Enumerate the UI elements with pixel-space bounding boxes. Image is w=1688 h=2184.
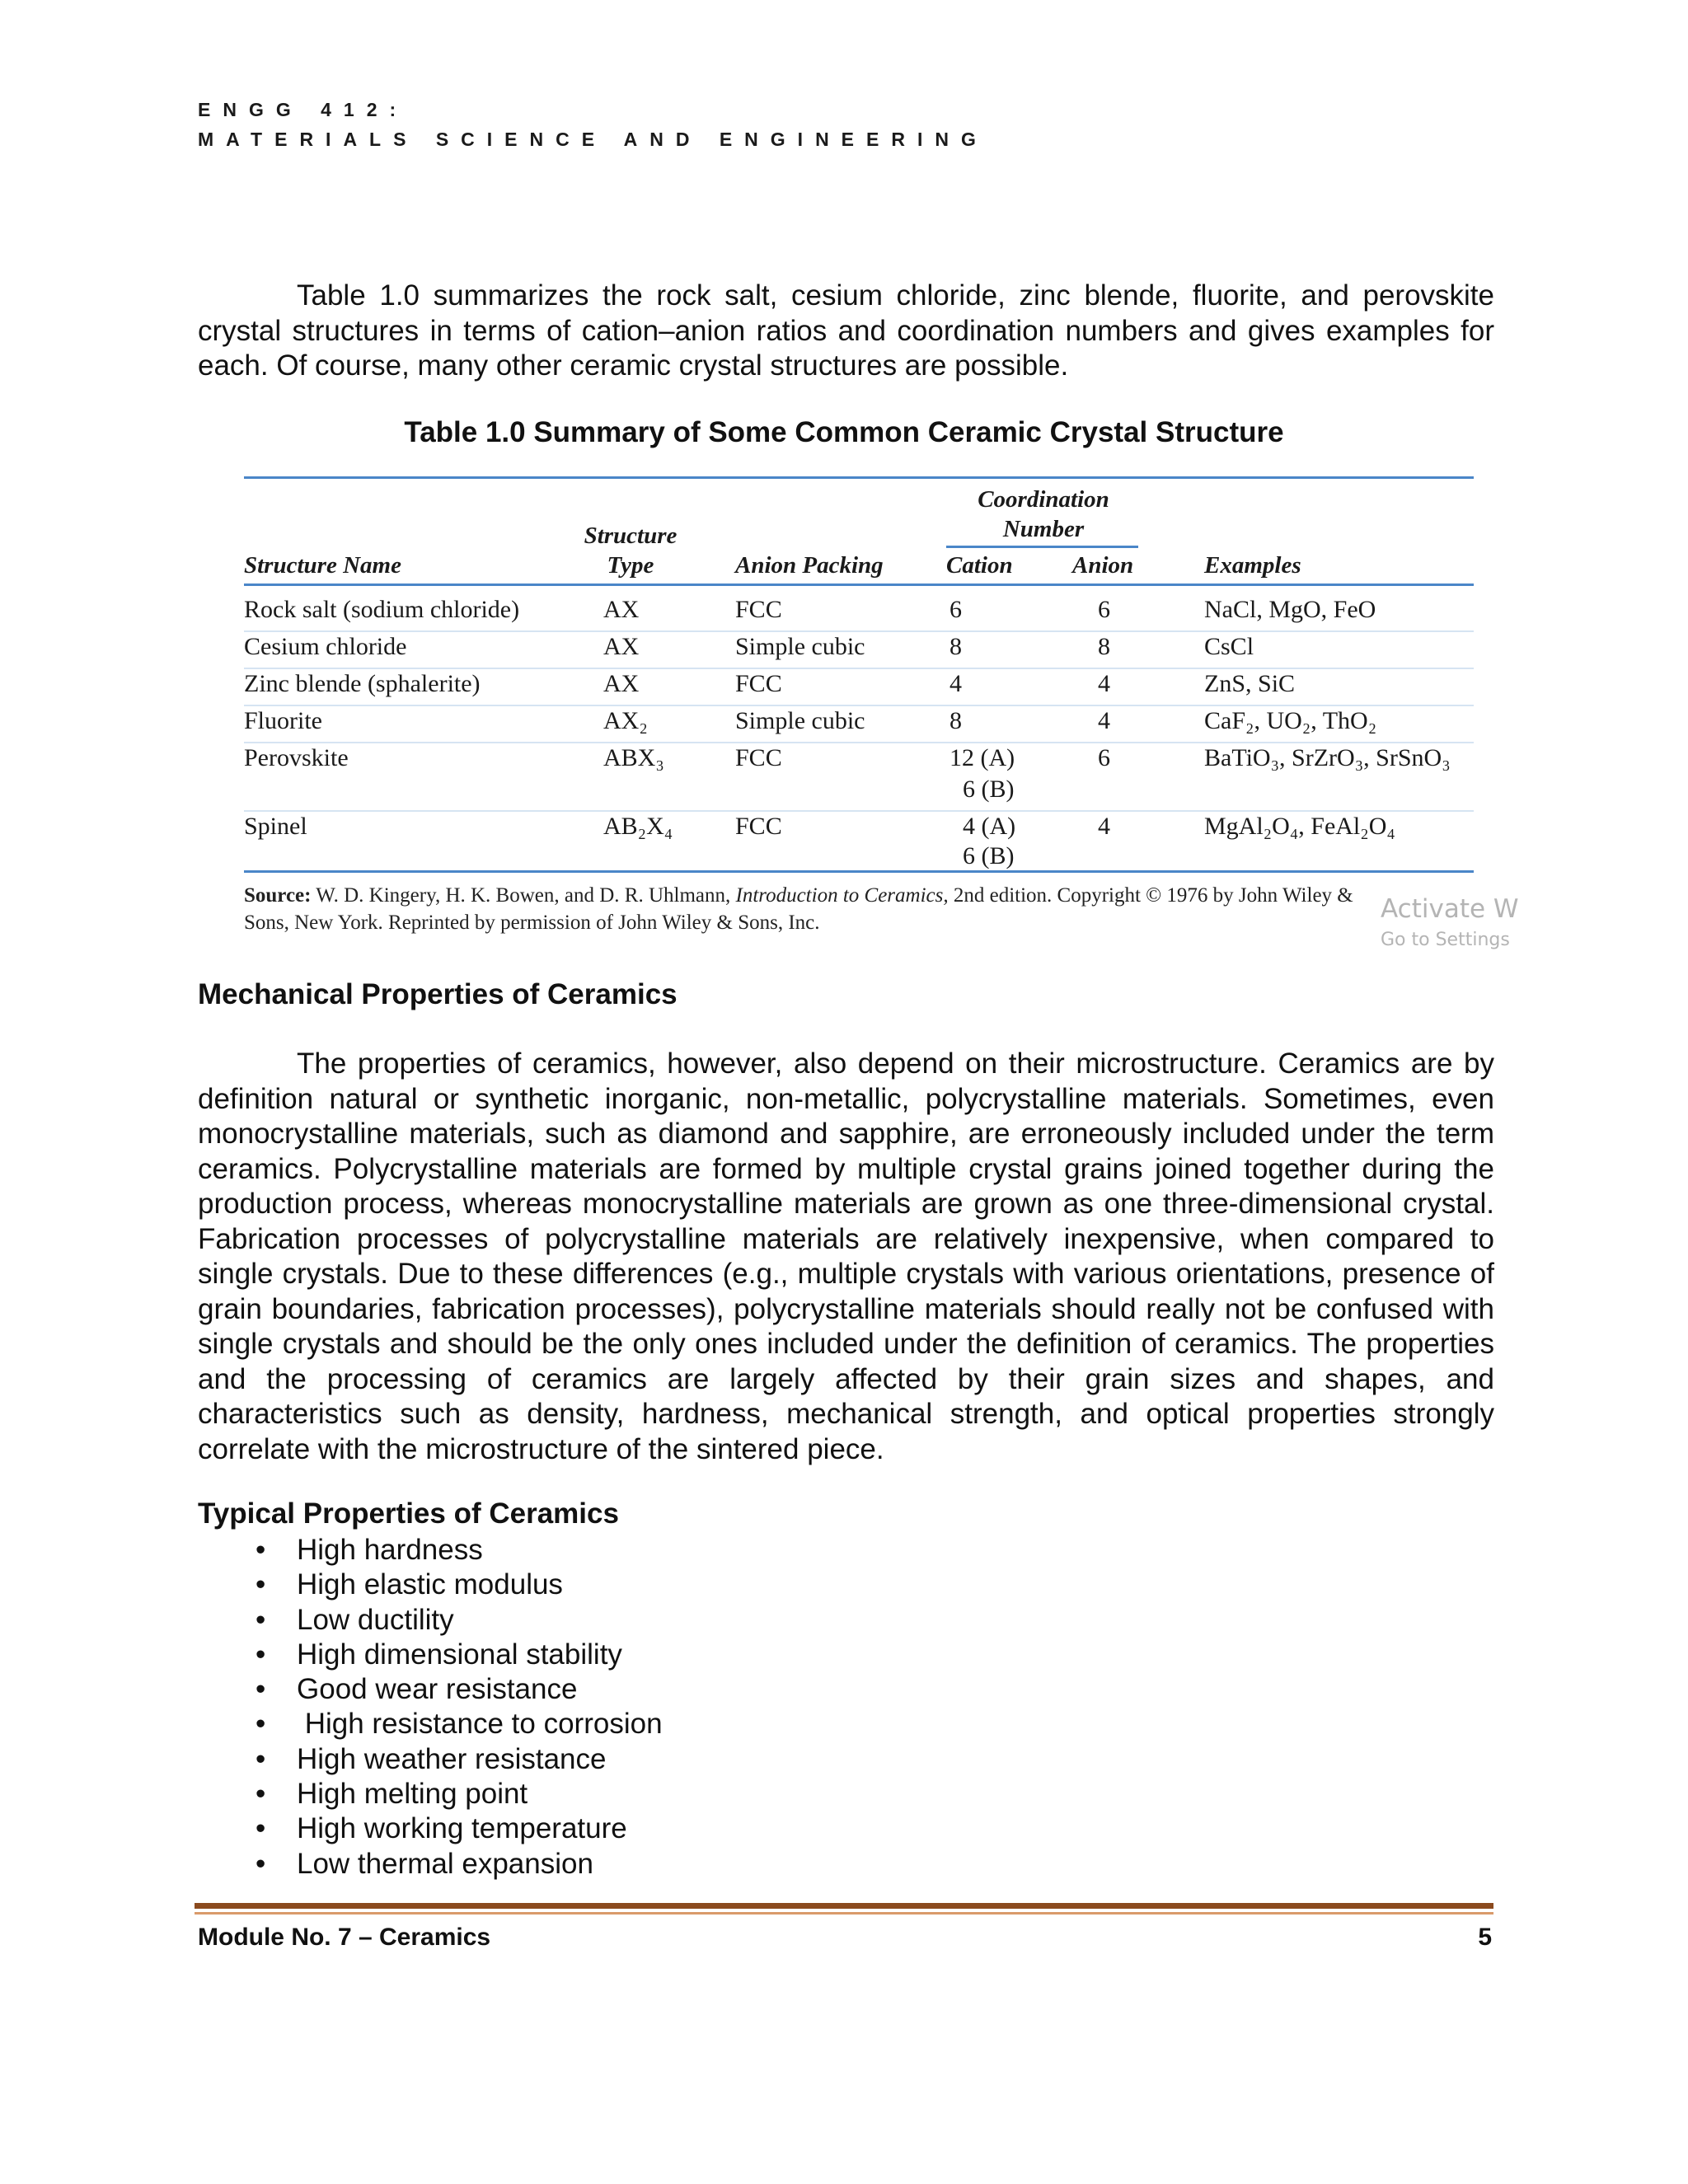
course-title: MATERIALS SCIENCE AND ENGINEERING	[198, 129, 988, 150]
cell-packing: FCC	[735, 813, 782, 840]
header-structure-type-1: Structure	[584, 523, 678, 549]
cell-cation-b: 6 (B)	[963, 842, 1015, 869]
source-title: Introduction to Ceramics,	[735, 884, 949, 907]
mechanical-paragraph	[198, 1047, 1494, 1467]
cell-type: AX	[603, 596, 640, 623]
footer-rule	[195, 1903, 1493, 1909]
bullet-icon: •	[256, 1568, 266, 1601]
table-row	[244, 743, 1474, 810]
cell-anion: 6	[1098, 596, 1110, 623]
list-item: • High melting point	[256, 1777, 663, 1811]
source-rest: 2nd edition. Copyright © 1976 by John Wiley &	[953, 884, 1353, 907]
cell-anion: 4	[1098, 707, 1110, 734]
bullet-icon: •	[256, 1673, 266, 1706]
table-bottom-rule	[244, 870, 1474, 873]
cell-examples: BaTiO₃, SrZrO₃, SrSnO₃	[1204, 744, 1451, 771]
table-row	[244, 811, 1474, 870]
list-item: • High working temperature	[256, 1811, 663, 1846]
cell-packing: Simple cubic	[735, 633, 865, 660]
header-anion: Anion	[1072, 552, 1134, 579]
bullet-icon: •	[256, 1778, 266, 1811]
cell-name: Perovskite	[244, 744, 349, 771]
header-coordination-1: Coordination	[978, 486, 1109, 513]
header-examples: Examples	[1204, 552, 1301, 579]
intro-text: Table 1.0 summarizes the rock salt, cesium chloride, zinc blende, fluorite, and perovskite crystal structures in terms of cation–anion ratios and coordination numbers and gives examples for each. Of course, many other ceramic crystal structures are possible.	[198, 279, 1494, 382]
bullet-icon: •	[256, 1534, 266, 1566]
cell-cation: 4	[950, 670, 962, 697]
bullet-icon: •	[256, 1847, 266, 1880]
list-item: • High resistance to corrosion	[256, 1707, 663, 1741]
source-authors: W. D. Kingery, H. K. Bowen, and D. R. Uhlmann,	[316, 884, 731, 907]
table-row	[244, 705, 1474, 742]
cell-anion: 4	[1098, 670, 1110, 697]
bullet-icon: •	[256, 1603, 266, 1636]
list-item: • High dimensional stability	[256, 1638, 663, 1672]
header-coordination-2: Number	[1002, 516, 1085, 542]
mechanical-text: The properties of ceramics, however, also depend on their microstructure. Ceramics are by definition natural or synthetic inorganic, non-metallic, polycrystalline materials. Sometimes, even monocrystalline materials, such as diamond and sapphire, are erroneously included under the term ceramics. Polycrystalline materials are formed by multiple crystal grains joined together during the production process, whereas monocrystalline materials are grown as one three-dimensional crystal. Fabrication processes of polycrystalline materials are relatively inexpensive, when compared to single crystals. Due to these differences (e.g., multiple crystals with various orientations, presence of grain boundaries, fabrication processes), polycrystalline materials should really not be confused with single crystals and should be the only ones included under the definition of ceramics. The properties and the processing of ceramics are largely affected by their grain sizes and shapes, and characteristics such as density, hardness, mechanical strength, and optical properties strongly correlate with the microstructure of the sintered piece.	[198, 1047, 1494, 1465]
table-caption: Table 1.0 Summary of Some Common Ceramic Crystal Structure	[404, 416, 1284, 448]
list-item: • Low thermal expansion	[256, 1847, 663, 1882]
typical-heading: Typical Properties of Ceramics	[198, 1497, 619, 1530]
table-source	[244, 882, 1474, 936]
bullet-icon: •	[256, 1742, 266, 1775]
bullet-icon: •	[256, 1812, 266, 1845]
course-code: ENGG 412:	[198, 99, 409, 120]
cell-name: Cesium chloride	[244, 633, 407, 660]
settings-watermark: Go to Settings	[1381, 930, 1510, 950]
page-number: 5	[1478, 1924, 1492, 1951]
cell-type: AB₂X₄	[603, 813, 673, 840]
cell-examples: MgAl₂O₄, FeAl₂O₄	[1204, 813, 1395, 840]
list-item: • High elastic modulus	[256, 1568, 663, 1602]
cell-type: AX	[603, 670, 640, 697]
cell-cation-b: 6 (B)	[963, 776, 1015, 803]
activate-watermark: Activate W	[1381, 894, 1519, 924]
cell-packing: Simple cubic	[735, 707, 865, 734]
bullet-icon: •	[256, 1638, 266, 1671]
cell-cation: 8	[950, 707, 962, 734]
source-label: Source:	[244, 884, 312, 907]
cell-packing: FCC	[735, 596, 782, 623]
cell-cation: 12 (A)	[950, 744, 1015, 771]
cell-anion: 8	[1098, 633, 1110, 660]
coordination-rule	[946, 546, 1138, 548]
list-item: • High hardness	[256, 1533, 663, 1568]
cell-examples: CaF₂, UO₂, ThO₂	[1204, 707, 1377, 734]
cell-anion: 6	[1098, 744, 1110, 771]
table-row	[244, 668, 1474, 705]
cell-name: Rock salt (sodium chloride)	[244, 596, 520, 623]
cell-packing: FCC	[735, 670, 782, 697]
cell-name: Spinel	[244, 813, 307, 840]
cell-type: ABX₃	[603, 744, 664, 771]
header-structure-name: Structure Name	[244, 552, 401, 579]
table-header-rule	[244, 583, 1474, 586]
mechanical-heading: Mechanical Properties of Ceramics	[198, 978, 678, 1010]
properties-list	[256, 1533, 663, 1882]
cell-examples: NaCl, MgO, FeO	[1204, 596, 1376, 623]
cell-anion: 4	[1098, 813, 1110, 840]
cell-type: AX₂	[603, 707, 648, 734]
cell-cation: 4 (A)	[963, 813, 1016, 840]
intro-paragraph	[198, 279, 1494, 384]
footer-module: Module No. 7 – Ceramics	[198, 1924, 491, 1951]
cell-packing: FCC	[735, 744, 782, 771]
footer-rule-accent	[195, 1912, 1493, 1915]
list-item: • Low ductility	[256, 1603, 663, 1638]
list-item: • High weather resistance	[256, 1742, 663, 1777]
table-row	[244, 594, 1474, 630]
cell-name: Zinc blende (sphalerite)	[244, 670, 481, 697]
source-line2: Sons, New York. Reprinted by permission of John Wiley & Sons, Inc.	[244, 912, 820, 934]
table-row	[244, 631, 1474, 668]
cell-examples: CsCl	[1204, 633, 1254, 660]
cell-type: AX	[603, 633, 640, 660]
cell-cation: 8	[950, 633, 962, 660]
table-top-rule	[244, 476, 1474, 479]
bullet-icon: •	[256, 1708, 266, 1741]
cell-cation: 6	[950, 596, 962, 623]
cell-name: Fluorite	[244, 707, 322, 734]
header-anion-packing: Anion Packing	[735, 552, 884, 579]
header-structure-type-2: Type	[607, 552, 654, 579]
cell-examples: ZnS, SiC	[1204, 670, 1296, 697]
header-cation: Cation	[946, 552, 1013, 579]
list-item: • Good wear resistance	[256, 1672, 663, 1707]
